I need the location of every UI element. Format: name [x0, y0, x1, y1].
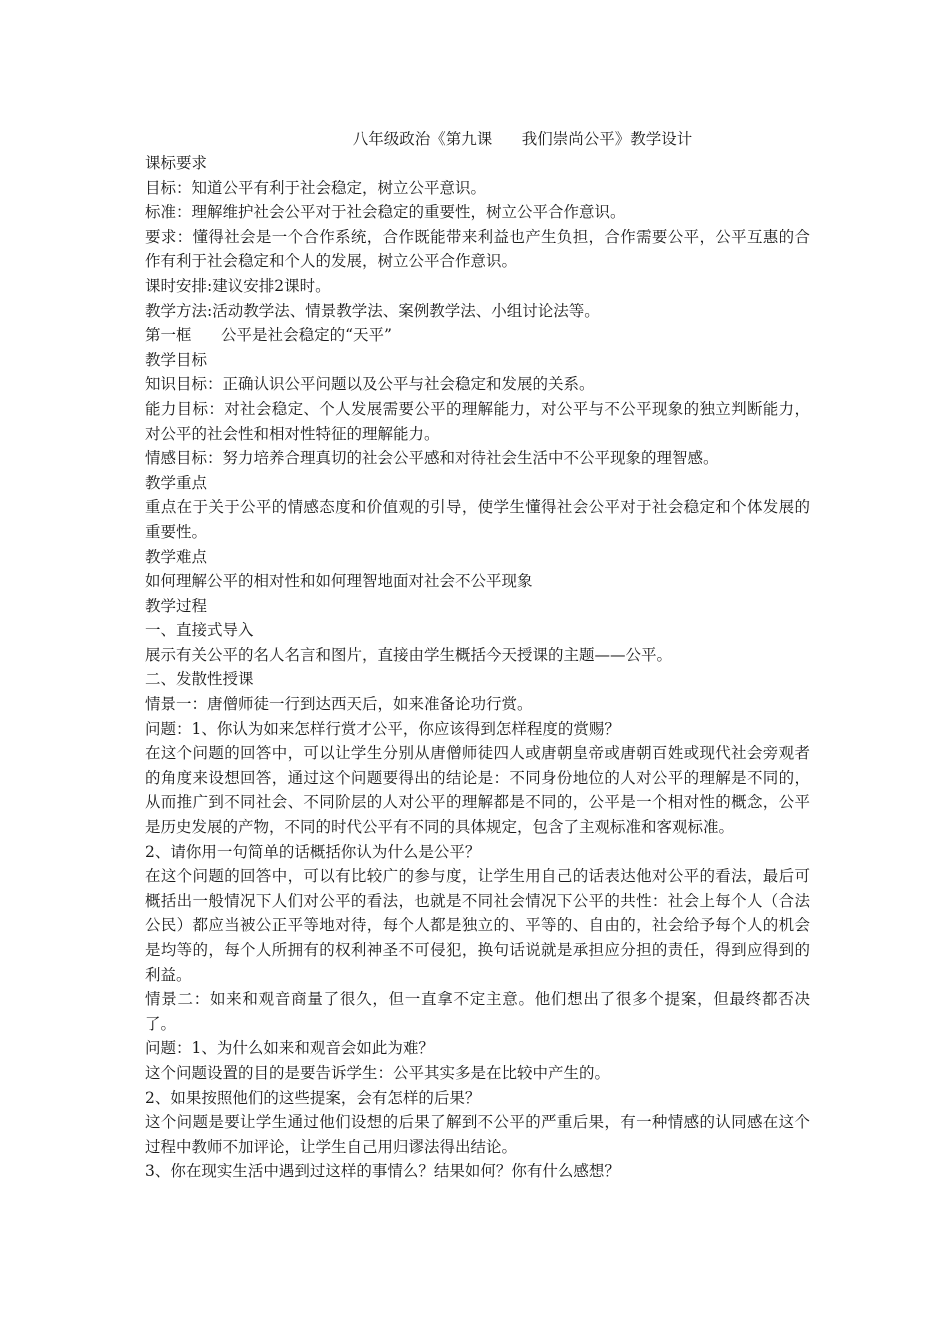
paragraph-answer-1-1: 在这个问题的回答中，可以让学生分别从唐僧师徒四人或唐朝皇帝或唐朝百姓或现代社会旁观者的角度来设想回答，通过这个问题要得出的结论是：不同身份地位的人对公平的理解是不同的，从而推广到不同社会、不同阶层的人对公平的理解都是不同的，公平是一个相对性的概念，公平是历史发展的产物，不同的时代公平有不同的具体规定，包含了主观标准和客观标准。	[145, 744, 810, 837]
paragraph-key-points: 重点在于关于公平的情感态度和价值观的引导，使学生懂得社会公平对于社会稳定和个体发展的重要性。	[145, 498, 810, 541]
paragraph-knowledge-goal: 知识目标：正确认识公平问题以及公平与社会稳定和发展的关系。	[145, 375, 595, 394]
section-heading-first-frame: 第一框 公平是社会稳定的“天平”	[145, 326, 392, 345]
paragraph-question-2-3: 3、你在现实生活中遇到过这样的事情么？结果如何？你有什么感想？	[145, 1162, 620, 1181]
paragraph-answer-2-2: 这个问题是要让学生通过他们设想的后果了解到不公平的严重后果，有一种情感的认同感在这个过程中教师不加评论，让学生自己用归谬法得出结论。	[145, 1113, 810, 1156]
section-heading-difficulties: 教学难点	[145, 547, 208, 566]
paragraph-standard: 标准：理解维护社会公平对于社会稳定的重要性，树立公平合作意识。	[145, 203, 626, 222]
paragraph-question-1-2: 2、请你用一句简单的话概括你认为什么是公平？	[145, 842, 481, 861]
paragraph-class-hours: 课时安排:建议安排2课时。	[145, 276, 331, 295]
paragraph-emotion-goal: 情感目标：努力培养合理真切的社会公平感和对待社会生活中不公平现象的理智感。	[145, 449, 719, 468]
section-heading-key-points: 教学重点	[145, 473, 208, 492]
subheading-direct-intro: 一、直接式导入	[145, 621, 254, 640]
paragraph-answer-2-1: 这个问题设置的目的是要告诉学生：公平其实多是在比较中产生的。	[145, 1063, 611, 1082]
paragraph-question-1-1: 问题：1、你认为如来怎样行赏才公平，你应该得到怎样程度的赏赐？	[145, 719, 620, 738]
document-title: 八年级政治《第九课 我们崇尚公平》教学设计	[352, 130, 693, 148]
section-heading-curriculum: 课标要求	[145, 154, 208, 172]
paragraph-ability-goal: 能力目标：对社会稳定、个人发展需要公平的理解能力，对公平与不公平现象的独立判断能力，对公平的社会性和相对性特征的理解能力。	[145, 399, 810, 443]
paragraph-question-2-2: 2、如果按照他们的这些提案，会有怎样的后果？	[145, 1088, 481, 1107]
paragraph-goal: 目标：知道公平有利于社会稳定，树立公平意识。	[145, 178, 487, 197]
paragraph-intro: 展示有关公平的名人名言和图片，直接由学生概括今天授课的主题——公平。	[145, 645, 673, 664]
subheading-divergent-teaching: 二、发散性授课	[145, 670, 254, 689]
paragraph-answer-1-2: 在这个问题的回答中，可以有比较广的参与度，让学生用自己的话表达他对公平的看法，最后可概括出一般情况下人们对公平的看法，也就是不同社会情况下公平的共性：社会上每个人（合法公民）都应当被公正平等地对待，每个人都是独立的、平等的、自由的，社会给予每个人的机会是均等的，每个人所拥有的权利神圣不可侵犯，换句话说就是承担应分担的责任，得到应得到的利益。	[145, 867, 810, 984]
section-heading-teaching-goals: 教学目标	[145, 350, 208, 369]
paragraph-teaching-methods: 教学方法:活动教学法、情景教学法、案例教学法、小组讨论法等。	[145, 301, 600, 320]
paragraph-question-2-1: 问题：1、为什么如来和观音会如此为难？	[145, 1039, 434, 1058]
paragraph-difficulties: 如何理解公平的相对性和如何理智地面对社会不公平现象	[145, 572, 533, 591]
paragraph-requirement: 要求：懂得社会是一个合作系统，合作既能带来利益也产生负担，合作需要公平，公平互惠的合作有利于社会稳定和个人的发展，树立公平合作意识。	[145, 227, 810, 271]
paragraph-scenario-two: 情景二：如来和观音商量了很久，但一直拿不定主意。他们想出了很多个提案，但最终都否决了。	[145, 990, 810, 1033]
document-body	[145, 151, 810, 1184]
paragraph-scenario-one: 情景一：唐僧师徒一行到达西天后，如来准备论功行赏。	[145, 695, 533, 714]
section-heading-teaching-process: 教学过程	[145, 596, 208, 615]
